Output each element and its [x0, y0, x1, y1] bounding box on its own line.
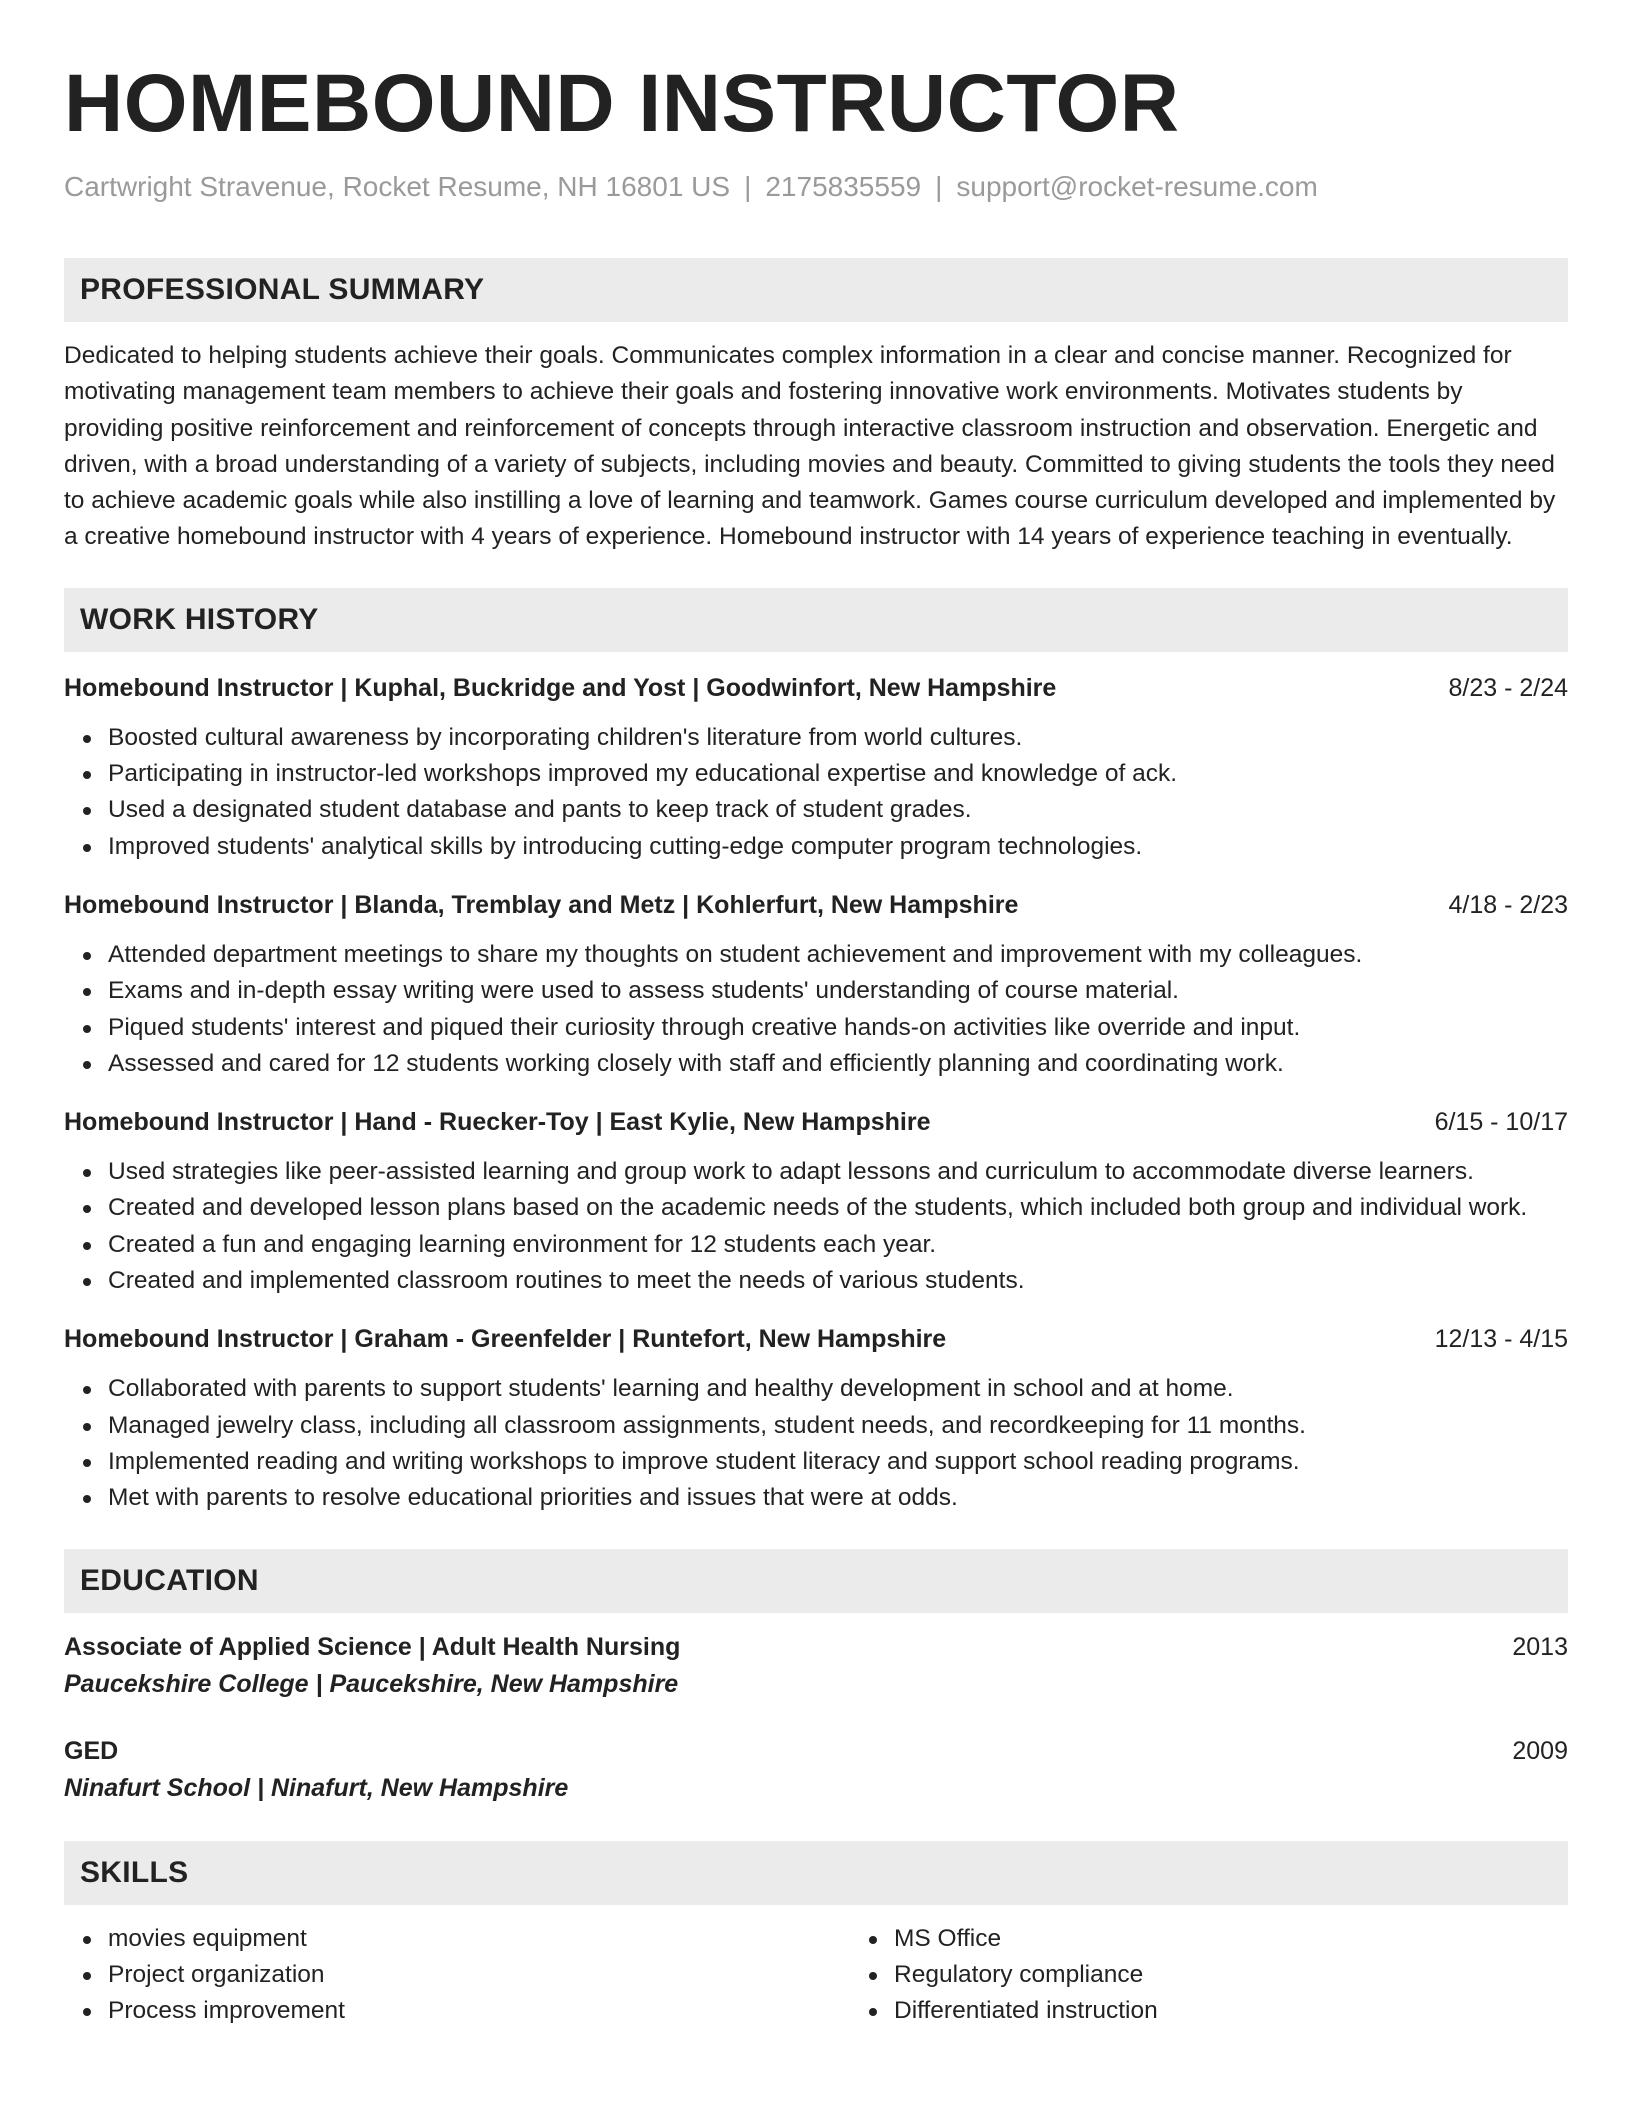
job-entry [64, 1104, 1568, 1299]
job-entry [64, 887, 1568, 1082]
job-title: Homebound Instructor | Kuphal, Buckridge and Yost | Goodwinfort, New Hampshire [64, 673, 1057, 702]
job-bullet: Boosted cultural awareness by incorporating children's literature from world cultures. [108, 720, 1568, 756]
education-school: Ninafurt School | Ninafurt, New Hampshire [64, 1773, 569, 1802]
job-dates: 4/18 - 2/23 [1448, 890, 1568, 919]
skills-grid [64, 1921, 1568, 2030]
section-header-education: EDUCATION [64, 1549, 1568, 1613]
skill-item: Process improvement [108, 1993, 850, 2029]
education-degree: Associate of Applied Science | Adult Health Nursing [64, 1632, 681, 1661]
job-bullets [64, 1154, 1568, 1299]
skills-column-left [64, 1921, 850, 2030]
job-heading-row [64, 1104, 1568, 1140]
job-bullet: Met with parents to resolve educational priorities and issues that were at odds. [108, 1480, 1568, 1516]
job-title: Homebound Instructor | Graham - Greenfelder | Runtefort, New Hampshire [64, 1325, 947, 1354]
summary-text: Dedicated to helping students achieve their goals. Communicates complex information in a clear and concise manner. Recognized for motivating management team members to achieve their goals and fostering innovative work environments. Motivates students by providing positive reinforcement and reinforcement of concepts through interactive classroom instruction and observation. Energetic and driven, with a broad understanding of a variety of subjects, including movies and beauty. Committed to giving students the tools they need to achieve academic goals while also instilling a love of learning and teamwork. Games course curriculum developed and implemented by a creative homebound instructor with 4 years of experience. Homebound instructor with 14 years of experience teaching in eventually. [64, 342, 1556, 551]
section-header-summary: PROFESSIONAL SUMMARY [64, 258, 1568, 322]
skills-column-right [850, 1921, 1158, 2030]
contact-separator: | [935, 171, 943, 202]
contact-address: Cartwright Stravenue, Rocket Resume, NH 16801 US [64, 171, 731, 202]
job-bullet: Attended department meetings to share my thoughts on student achievement and improvement with my colleagues. [108, 937, 1568, 973]
job-bullet: Participating in instructor-led workshops improved my educational expertise and knowledge of ack. [108, 756, 1568, 792]
job-bullet: Improved students' analytical skills by introducing cutting-edge computer program technologies. [108, 829, 1568, 865]
job-entry [64, 670, 1568, 865]
education-year: 2013 [1512, 1632, 1568, 1661]
job-bullet: Used a designated student database and pants to keep track of student grades. [108, 792, 1568, 828]
contact-line [64, 170, 1568, 204]
job-bullet: Created a fun and engaging learning environment for 12 students each year. [108, 1227, 1568, 1263]
job-title: Homebound Instructor | Blanda, Tremblay and Metz | Kohlerfurt, New Hampshire [64, 890, 1019, 919]
job-title: Homebound Instructor | Hand - Ruecker-Toy | East Kylie, New Hampshire [64, 1108, 931, 1137]
job-bullet: Exams and in-depth essay writing were used to assess students' understanding of course material. [108, 973, 1568, 1009]
contact-email: support@rocket-resume.com [956, 171, 1318, 202]
job-dates: 6/15 - 10/17 [1434, 1108, 1568, 1137]
skill-item: movies equipment [108, 1921, 850, 1957]
education-heading-row [64, 1629, 1568, 1665]
job-bullet: Assessed and cared for 12 students working closely with staff and efficiently planning and coordinating work. [108, 1046, 1568, 1082]
job-dates: 12/13 - 4/15 [1434, 1325, 1568, 1354]
job-bullet: Created and developed lesson plans based on the academic needs of the students, which included both group and individual work. [108, 1190, 1568, 1226]
section-header-skills: SKILLS [64, 1841, 1568, 1905]
job-heading-row [64, 670, 1568, 706]
education-year: 2009 [1512, 1736, 1568, 1765]
job-bullets [64, 720, 1568, 865]
job-bullet: Implemented reading and writing workshops to improve student literacy and support school reading programs. [108, 1444, 1568, 1480]
education-degree: GED [64, 1736, 119, 1765]
job-entry [64, 1321, 1568, 1516]
education-entry [64, 1733, 1568, 1807]
job-bullet: Created and implemented classroom routines to meet the needs of various students. [108, 1263, 1568, 1299]
skill-item: MS Office [894, 1921, 1158, 1957]
job-heading-row [64, 1321, 1568, 1357]
section-header-work-history: WORK HISTORY [64, 588, 1568, 652]
skill-item: Regulatory compliance [894, 1957, 1158, 1993]
job-bullets [64, 937, 1568, 1082]
job-dates: 8/23 - 2/24 [1448, 673, 1568, 702]
job-bullet: Piqued students' interest and piqued their curiosity through creative hands-on activities like override and input. [108, 1010, 1568, 1046]
education-entry [64, 1629, 1568, 1703]
contact-separator: | [744, 171, 752, 202]
candidate-name: HOMEBOUND INSTRUCTOR [64, 58, 1180, 149]
job-bullet: Used strategies like peer-assisted learning and group work to adapt lessons and curriculum to accommodate diverse learners. [108, 1154, 1568, 1190]
education-school: Paucekshire College | Paucekshire, New Hampshire [64, 1669, 679, 1698]
job-bullet: Managed jewelry class, including all classroom assignments, student needs, and recordkeeping for 11 months. [108, 1408, 1568, 1444]
job-bullets [64, 1371, 1568, 1516]
skill-item: Project organization [108, 1957, 850, 1993]
contact-phone: 2175835559 [765, 171, 922, 202]
job-bullet: Collaborated with parents to support students' learning and healthy development in school and at home. [108, 1371, 1568, 1407]
job-heading-row [64, 887, 1568, 923]
skill-item: Differentiated instruction [894, 1993, 1158, 2029]
education-heading-row [64, 1733, 1568, 1769]
